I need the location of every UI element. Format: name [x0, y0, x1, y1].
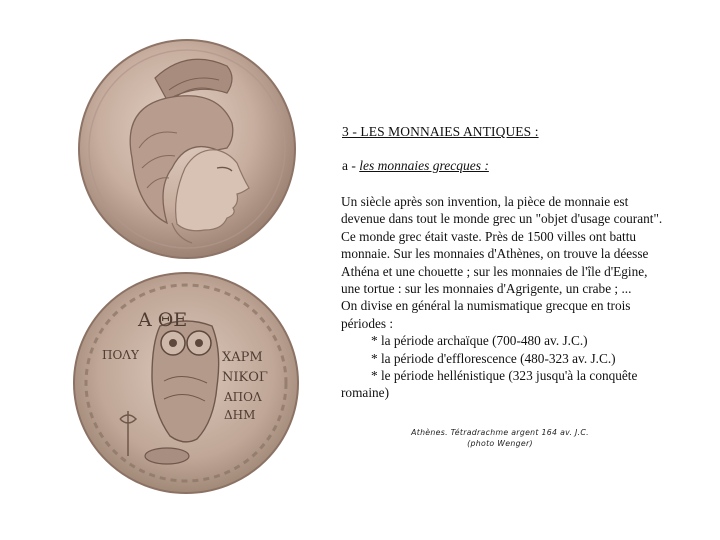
period-hellenistic: * le période hellénistique (323 jusqu'à la conquête romaine) [341, 368, 638, 401]
caption-line-2: (photo Wenger) [467, 438, 533, 448]
inscription-right-2: ΝΙΚΟΓ [222, 370, 268, 385]
section-heading: 3 - LES MONNAIES ANTIQUES : [342, 124, 539, 139]
inscription-right-3: ΑΠΟΛ [224, 390, 262, 404]
subsection-heading [342, 158, 489, 174]
subsection-title: les monnaies grecques : [359, 158, 489, 173]
period-efflorescence: * la période d'efflorescence (480-323 av. J.C.) [371, 350, 616, 366]
inscription-right-1: ΧΑΡΜ [222, 350, 263, 365]
inscription-right-4: ΔΗΜ [224, 408, 256, 422]
image-caption [390, 428, 610, 449]
inscription-top: Α ΘΕ [138, 309, 188, 331]
subsection-prefix: a - [342, 158, 360, 173]
body-text [341, 193, 666, 402]
paragraph-history: Un siècle après son invention, la pièce de monnaie est devenue dans tout le monde grec un "objet d'usage courant". Ce monde grec était vaste. Près de 1500 villes ont battu monnaie. Sur les monnaies d'Athènes, on trouve la déesse Athéna et une chouette ; sur les monnaies de l'île d'Egine, une tortue : sur les monnaies d'Agrigente, un crabe ; ... [341, 194, 663, 297]
caption-line-1: Athènes. Tétradrachme argent 164 av. J.C. [411, 428, 589, 437]
inscription-left: ΠΟΛΥ [102, 348, 139, 362]
paragraph-periods-intro: On divise en général la numismatique grecque en trois périodes : [341, 298, 631, 331]
owl-coin-reverse-image [72, 271, 300, 495]
period-archaic: * la période archaïque (700-480 av. J.C.) [371, 333, 588, 349]
amphora [145, 448, 189, 464]
athena-head-coin-obverse-image [77, 38, 297, 260]
